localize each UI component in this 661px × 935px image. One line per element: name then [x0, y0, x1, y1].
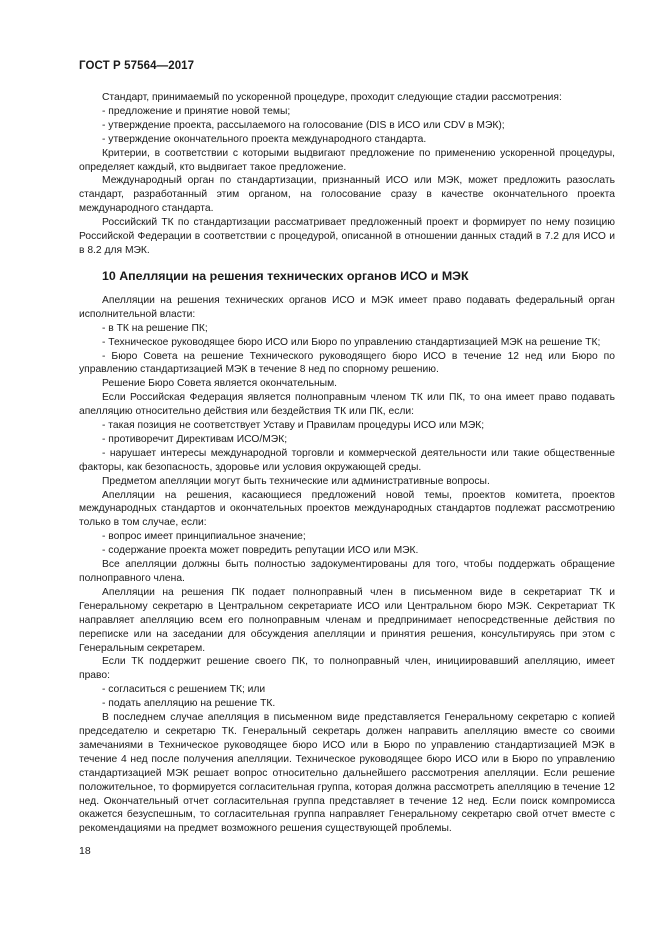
paragraph: Если ТК поддержит решение своего ПК, то полноправный член, инициировавший апелляцию, имеет право: [79, 656, 615, 682]
list-item: - предложение и принятие новой темы; [102, 105, 291, 117]
list-item: - в ТК на решение ПК; [102, 322, 208, 334]
paragraph: Апелляции на решения, касающиеся предложений новой темы, проектов комитета, проектов международных стандартов и окончательных проектов международных стандартов подлежат рассмотрению только в том случае, если: [79, 489, 615, 529]
document-body [79, 91, 615, 836]
paragraph: Критерии, в соответствии с которыми выдвигают предложение по применению ускоренной процедуры, определяет каждый, кто выдвигает такое предложение. [79, 147, 615, 173]
paragraph: Апелляции на решения ПК подает полноправный член в письменном виде в секретариат ТК и Генеральному секретарю в Центральном секретариате ИСО или Центральном бюро МЭК. Секретариат ТК направляет апелляцию всем его полноправным членам и предпринимает непосредственные действия по переписке или на заседании для обсуждения апелляции и принятия решения, консультируясь при этом с Генеральным секретарем. [79, 586, 615, 654]
paragraph: Апелляции на решения технических органов ИСО и МЭК имеет право подавать федеральный орган исполнительной власти: [79, 294, 615, 320]
list-item: - противоречит Директивам ИСО/МЭК; [102, 433, 288, 445]
standard-code-header: ГОСТ Р 57564—2017 [79, 60, 195, 72]
paragraph: Российский ТК по стандартизации рассматривает предложенный проект и формирует по нему позицию Российской Федерации в соответствии с процедурой, описанной в отношении данных стадий в 7.2 для ИСО и в 8.2 для МЭК. [79, 217, 615, 256]
list-item: - Бюро Совета на решение Технического руководящего бюро ИСО в течение 12 нед или Бюро по управлению стандартизацией МЭК в течение 8 нед по спорному решению. [79, 350, 615, 376]
list-item: - утверждение проекта, рассылаемого на голосование (DIS в ИСО или CDV в МЭК); [102, 119, 505, 131]
list-item: - нарушает интересы международной торговли и коммерческой деятельности или такие общественные факторы, как безопасность, здоровье или условия окружающей среды. [79, 447, 615, 473]
paragraph: Все апелляции должны быть полностью задокументированы для того, чтобы поддержать обращение полноправного члена. [79, 559, 615, 584]
paragraph: Международный орган по стандартизации, признанный ИСО или МЭК, может предложить разослать стандарт, разработанный этим органом, на голосование сразу в качестве окончательного проекта международного стандарта. [79, 175, 615, 215]
paragraph: Если Российская Федерация является полноправным членом ТК или ПК, то она имеет право подавать апелляцию относительно действия или бездействия ТК или ПК, если: [79, 392, 615, 418]
paragraph: Стандарт, принимаемый по ускоренной процедуре, проходит следующие стадии рассмотрения: [102, 92, 562, 103]
list-item: - вопрос имеет принципиальное значение; [102, 531, 306, 543]
list-item: - подать апелляцию на решение ТК. [102, 698, 276, 710]
paragraph: В последнем случае апелляция в письменном виде представляется Генеральному секретарю с копией председателю и секретарю ТК. Генеральный секретарь должен направить апелляцию вместе со своими замечаниями в Техническое руководящее бюро ИСО или в Бюро по управлению стандартизацией МЭК в течение 4 нед после получения апелляции. Техническое руководящее бюро ИСО или в Бюро по управлению стандартизацией МЭК решает вопрос относительно дальнейшего рассмотрения апелляции. Если решение положительное, то формируется согласительная группа, которая должна рассмотреть апелляцию в течение 12 нед. Окончательный отчет согласительная группа представляет в течение 12 нед. Если поиск компромисса окажется безуспешным, то согласительная группа направляет Генеральному секретарю свой отчет вместе с рекомендациями на предмет возможного решения существующей проблемы. [79, 712, 615, 835]
page-number: 18 [79, 845, 91, 857]
paragraph: Предметом апелляции могут быть технические или административные вопросы. [102, 475, 490, 487]
paragraph: Решение Бюро Совета является окончательным. [102, 378, 338, 390]
list-item: - согласиться с решением ТК; или [102, 684, 266, 696]
list-item: - Техническое руководящее бюро ИСО или Бюро по управлению стандартизацией МЭК на решение ТК; [102, 336, 601, 348]
list-item: - такая позиция не соответствует Уставу и Правилам процедуры ИСО или МЭК; [102, 420, 485, 432]
section-heading: 10 Апелляции на решения технических органов ИСО и МЭК [102, 268, 469, 283]
list-item: - утверждение окончательного проекта международного стандарта. [102, 133, 427, 145]
list-item: - содержание проекта может повредить репутации ИСО или МЭК. [102, 545, 419, 557]
